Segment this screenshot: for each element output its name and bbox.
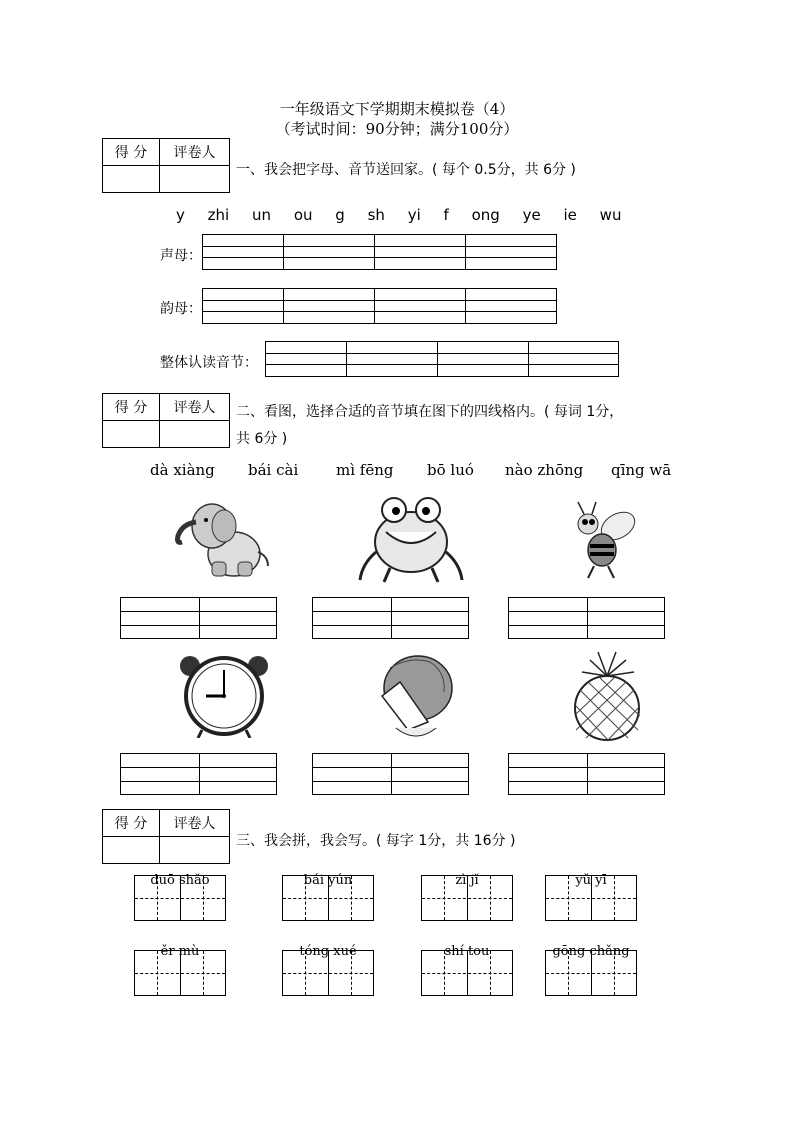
writing-grid-2[interactable] — [282, 875, 374, 921]
page-subtitle: （考试时间：90分钟；满分100分） — [275, 120, 519, 138]
letter-item: wu — [599, 206, 622, 224]
word-pinyin: yǔ yī — [575, 873, 607, 888]
word-pinyin: bái yún — [303, 873, 353, 888]
grader-label: 评卷人 — [160, 139, 230, 166]
score-cell[interactable] — [103, 837, 160, 864]
letter-item: yi — [407, 206, 421, 224]
syllable-option: dà xiàng — [150, 461, 215, 479]
bee-picture — [566, 500, 646, 582]
letter-item: un — [252, 206, 272, 224]
syllable-option: bái cài — [248, 461, 299, 479]
writing-grid-5[interactable] — [134, 944, 226, 996]
letter-item: ye — [522, 206, 541, 224]
score-cell[interactable] — [103, 421, 160, 448]
section1-heading: 一、我会把字母、音节送回家。( 每个 0.5分，共 6分 ) — [236, 162, 576, 178]
cabbage-picture — [360, 652, 456, 742]
initials-fourline[interactable] — [202, 234, 557, 270]
grader-label: 评卷人 — [160, 394, 230, 421]
word-pinyin: zì jǐ — [455, 873, 479, 888]
grader-cell[interactable] — [160, 166, 230, 193]
score-box-1 — [102, 138, 230, 193]
syllable-option: mì fēng — [336, 461, 394, 479]
page-title: 一年级语文下学期期末模拟卷（4） — [279, 100, 515, 118]
answer-fourline-elephant[interactable] — [120, 597, 277, 639]
score-box-2 — [102, 393, 230, 448]
word-pinyin: tóng xué — [299, 944, 357, 959]
score-label: 得 分 — [103, 394, 160, 421]
letters-row — [176, 206, 621, 224]
clock-picture — [178, 652, 270, 738]
syllable-option: nào zhōng — [505, 461, 584, 479]
writing-grid-1[interactable] — [134, 875, 226, 921]
word-pinyin: ěr mù — [160, 944, 200, 959]
word-pinyin: shí tou — [444, 944, 490, 959]
letter-item: f — [443, 206, 449, 224]
score-label: 得 分 — [103, 810, 160, 837]
section2-heading-line1: 二、看图，选择合适的音节填在图下的四线格内。( 每词 1分， — [236, 404, 624, 420]
writing-grid-7[interactable] — [421, 944, 513, 996]
letter-item: ou — [293, 206, 313, 224]
score-label: 得 分 — [103, 139, 160, 166]
writing-grid-6[interactable] — [282, 944, 374, 996]
letter-item: zhi — [207, 206, 230, 224]
grader-cell[interactable] — [160, 837, 230, 864]
score-box-3 — [102, 809, 230, 864]
letter-item: ie — [563, 206, 577, 224]
finals-label: 韵母： — [160, 301, 202, 317]
answer-fourline-pineapple[interactable] — [508, 753, 665, 795]
writing-grid-3[interactable] — [421, 875, 513, 921]
elephant-picture — [172, 496, 276, 584]
pineapple-picture — [568, 650, 646, 742]
syllable-option: bō luó — [427, 461, 474, 479]
letter-item: g — [335, 206, 345, 224]
syllable-option: qīng wā — [611, 461, 672, 479]
grader-cell[interactable] — [160, 421, 230, 448]
answer-fourline-bee[interactable] — [508, 597, 665, 639]
letter-item: y — [176, 206, 185, 224]
word-pinyin: gōng chǎng — [552, 944, 630, 959]
writing-grid-8[interactable] — [545, 944, 637, 996]
finals-fourline[interactable] — [202, 288, 557, 324]
initials-label: 声母： — [160, 248, 202, 264]
letter-item: sh — [367, 206, 385, 224]
writing-grid-4[interactable] — [545, 875, 637, 921]
answer-fourline-cabbage[interactable] — [312, 753, 469, 795]
section3-heading: 三、我会拼，我会写。( 每字 1分，共 16分 ) — [236, 833, 516, 849]
section2-heading-line2: 共 6分 ) — [236, 431, 288, 447]
grader-label: 评卷人 — [160, 810, 230, 837]
score-cell[interactable] — [103, 166, 160, 193]
letter-item: ong — [471, 206, 500, 224]
whole-syllable-label: 整体认读音节： — [160, 355, 258, 371]
whole-syllable-fourline[interactable] — [265, 341, 619, 377]
word-pinyin: duō shǎo — [150, 873, 210, 888]
frog-picture — [356, 492, 466, 584]
answer-fourline-frog[interactable] — [312, 597, 469, 639]
answer-fourline-clock[interactable] — [120, 753, 277, 795]
